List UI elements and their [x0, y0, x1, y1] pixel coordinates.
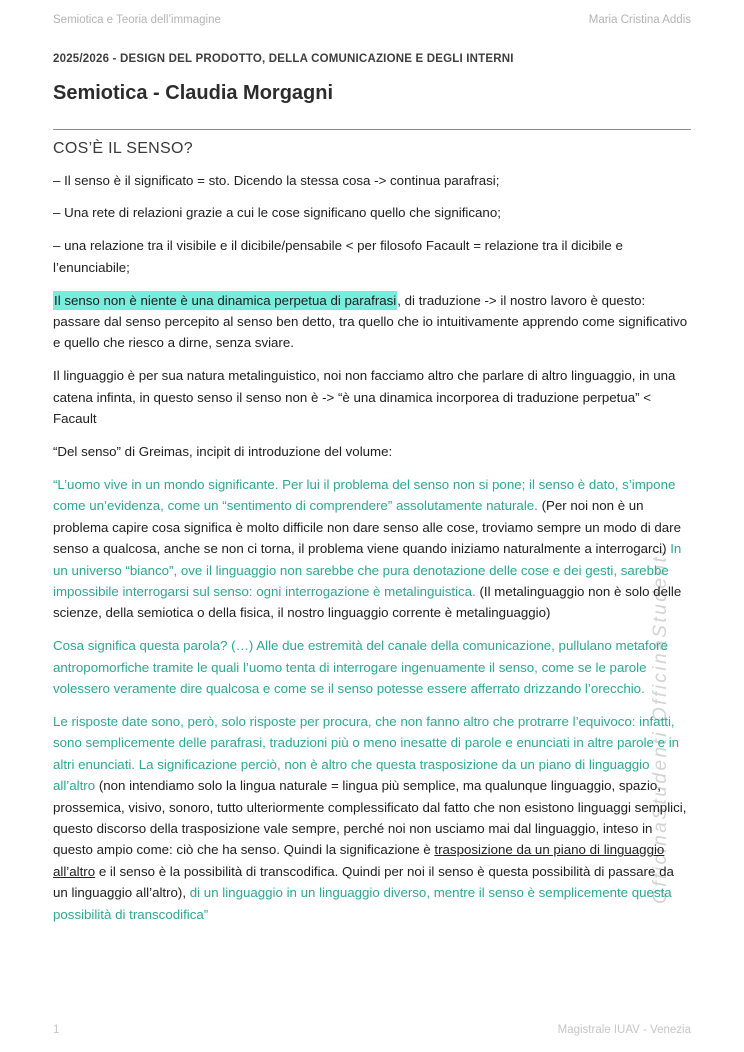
text-segment: “Del senso” di Greimas, incipit di introduzione del volume:	[53, 444, 393, 460]
text-segment: – Una rete di relazioni grazie a cui le cose significano quello che significano;	[53, 205, 501, 221]
quote-text-segment: Cosa significa questa parola? (…) Alle due estremità del canale della comunicazione, pullulano metafore antropomorfiche tramite le quali l’uomo tenta di interrogare ingenuamente il senso, come se le parole volessero veramente dire qualcosa e come se il senso potesse essere afferrato drizzando l’orecchio.	[53, 638, 668, 697]
page-title: Semiotica - Claudia Morgagni	[53, 82, 334, 104]
text-segment: – Il senso è il significato = sto. Dicendo la stessa cosa -> continua parafrasi;	[53, 172, 500, 188]
quote-text-segment: In un universo “bianco”, ove il linguaggio non sarebbe che pura denotazione delle cose e dei gesti, sarebbe impossibile interrogarsi sul senso: ogni interrogazione è metalinguistica.	[53, 541, 682, 599]
bullet-paragraph-3	[53, 235, 691, 278]
text-segment: , di traduzione -> il nostro lavoro è questo: passare dal senso percepito al senso ben detto, tra quello che io intuitivamente apprendo come significativo e quello che riesco a dirne, senza sviare.	[53, 292, 688, 351]
text-segment: (non intendiamo solo la lingua naturale = lingua più semplice, ma qualunque linguaggio, spazio, prossemica, visivo, sonoro, tutto ulteriormente complessificato dal fatto che non esistono linguaggi semplici, questo discorso della trasposizione vale sempre, perché noi non usciamo mai dal linguaggio, inteso in questo ampio come: ciò che ha senso. Quindi la significazione è	[53, 778, 687, 858]
section-heading: COS’È IL SENSO?	[53, 140, 193, 157]
quote-text-segment: di un linguaggio in un linguaggio diverso, mentre il senso è semplicemente questa possibilità di transcodifica”	[53, 885, 672, 922]
text-segment: (Il metalinguaggio non è solo delle scienze, della semiotica o della fisica, il nostro linguaggio corrente è metalinguaggio)	[53, 584, 682, 621]
text-segment: Il linguaggio è per sua natura metalinguistico, noi non facciamo altro che parlare di altro linguaggio, in una catena infinta, in questo senso il senso non è -> “è una dinamica incorporea di traduzione perpetua” < Facault	[53, 368, 676, 427]
text-segment: – una relazione tra il visibile e il dicibile/pensabile < per filosofo Facault = relazione tra il dicibile e l’enunciabile;	[53, 238, 623, 275]
underlined-text-segment: trasposizione da un piano di linguaggio all’altro	[53, 842, 665, 879]
quote-paragraph-greimas	[53, 474, 691, 624]
course-year-line: 2025/2026 - DESIGN DEL PRODOTTO, DELLA COMUNICAZIONE E DEGLI INTERNI	[53, 53, 514, 65]
highlighted-text-segment: Il senso non è niente è una dinamica perpetua di parafrasi	[54, 292, 397, 308]
page-footer	[53, 1024, 691, 1036]
header-course-name: Semiotica e Teoria dell’immagine	[53, 14, 221, 26]
bullet-paragraph-1	[53, 170, 691, 191]
paragraph-metalinguistico	[53, 365, 691, 429]
text-segment: (Per noi non è un problema capire cosa significa è molto difficile non dare senso alle cose, troviamo sempre un modo di dare senso a qualcosa, anche se non ci torna, il problema viene quando iniziamo naturalmente a interrogarci)	[53, 498, 681, 557]
bullet-paragraph-2	[53, 202, 691, 223]
watermark-text: OfficinaStudenti OfficinaStudenti	[650, 548, 671, 905]
document-body	[53, 170, 691, 926]
header-author-name: Maria Cristina Addis	[588, 14, 691, 26]
paragraph-del-senso	[53, 441, 691, 462]
footer-institution: Magistrale IUAV - Venezia	[557, 1024, 691, 1036]
quote-text-segment: “L’uomo vive in un mondo significante. Per lui il problema del senso non si pone; il senso è dato, s’impone come un’evidenza, come un “sentimento di comprendere” assolutamente naturale.	[53, 476, 676, 514]
highlighted-paragraph	[53, 290, 691, 354]
quote-paragraph-risposte	[53, 711, 691, 925]
page-header	[53, 14, 691, 26]
quote-text-segment: Le risposte date sono, però, solo risposte per procura, che non fanno altro che protrarre l’equivoco: infatti, sono semplicemente delle parafrasi, traduzioni più o meno inesatte di parole e enunciati in altre parole e in altri enunciati. La significazione perciò, non è altro che questa trasposizione da un piano di linguaggio all’altro	[53, 714, 680, 794]
title-divider	[53, 129, 691, 130]
quote-paragraph-parola	[53, 635, 691, 699]
page-number: 1	[53, 1024, 60, 1036]
text-segment: e il senso è la possibilità di transcodifica. Quindi per noi il senso è questa possibilità di passare da un linguaggio all’altro),	[53, 863, 674, 901]
